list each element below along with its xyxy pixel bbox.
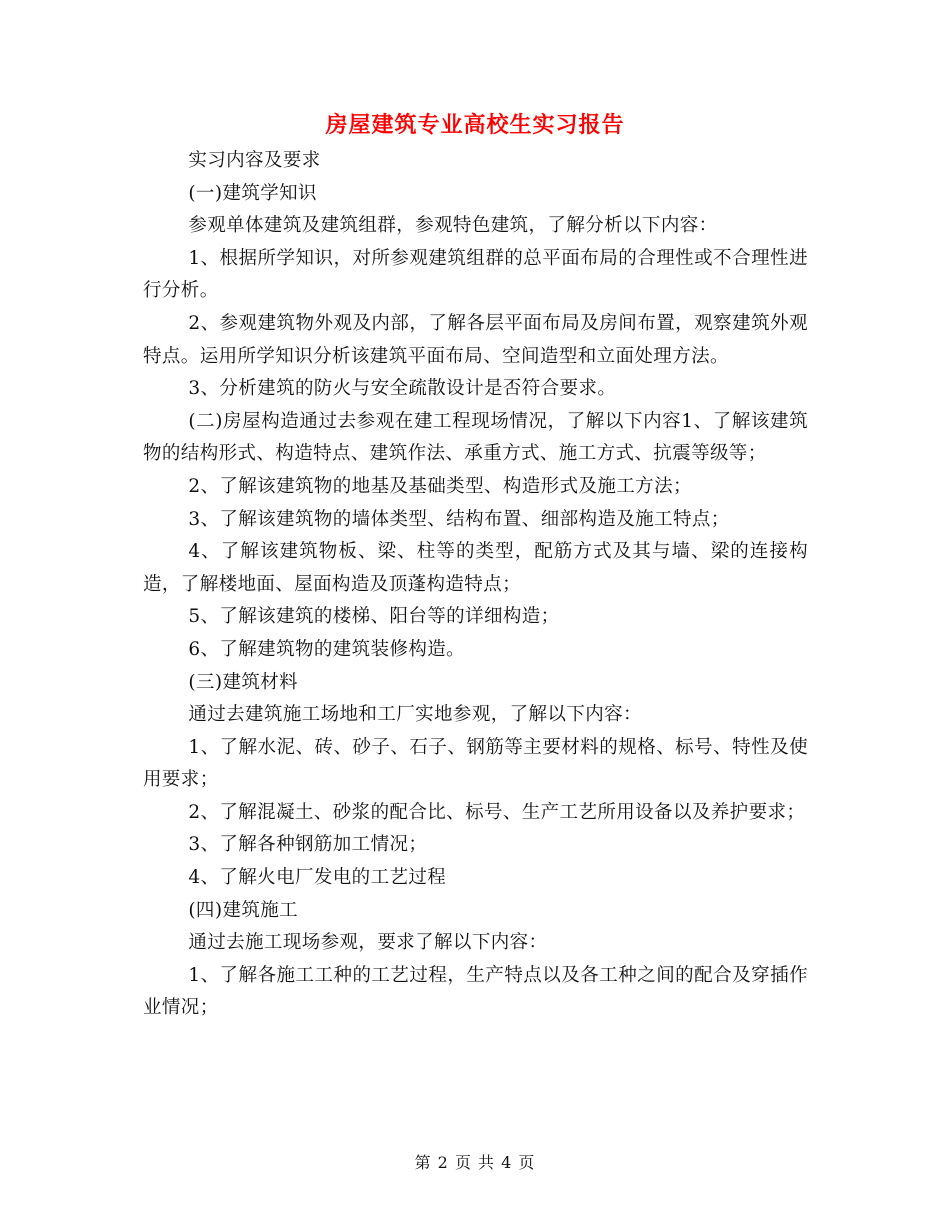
list-item: 2、了解混凝土、砂浆的配合比、标号、生产工艺所用设备以及养护要求； <box>188 801 806 823</box>
section-heading: (一)建筑学知识 <box>188 182 317 204</box>
list-item: 1、根据所学知识，对所参观建筑组群的总平面布局的合理性或不合理性进行分析。 <box>143 247 808 302</box>
list-item: 4、了解火电厂发电的工艺过程 <box>188 867 447 889</box>
page-number-footer: 第 2 页 共 4 页 <box>414 1153 536 1172</box>
list-item: 3、了解该建筑物的墙体类型、结构布置、细部构造及施工特点； <box>188 508 730 530</box>
paragraph: 通过去建筑施工场地和工厂实地参观，了解以下内容： <box>188 704 642 726</box>
list-item: 4、了解该建筑物板、梁、柱等的类型，配筋方式及其与墙、梁的连接构造，了解楼地面、屋面构造及顶蓬构造特点； <box>143 541 808 595</box>
list-item: 5、了解该建筑的楼梯、阳台等的详细构造； <box>188 606 560 628</box>
list-item: 2、了解该建筑物的地基及基础类型、构造形式及施工方法； <box>188 475 692 497</box>
document-body <box>143 145 808 1025</box>
list-item: 3、了解各种钢筋加工情况； <box>188 834 428 856</box>
list-item: 3、分析建筑的防火与安全疏散设计是否符合要求。 <box>188 378 617 400</box>
paragraph: 参观单体建筑及建筑组群，参观特色建筑，了解分析以下内容： <box>188 215 718 237</box>
list-item: 6、了解建筑物的建筑装修构造。 <box>188 638 466 660</box>
paragraph: 通过去施工现场参观，要求了解以下内容： <box>188 932 548 954</box>
paragraph: 实习内容及要求 <box>188 150 321 171</box>
list-item: 2、参观建筑物外观及内部，了解各层平面布局及房间布置，观察建筑外观特点。运用所学知识分析该建筑平面布局、空间造型和立面处理方法。 <box>143 312 808 367</box>
list-item: 1、了解水泥、砖、砂子、石子、钢筋等主要材料的规格、标号、特性及使用要求； <box>143 736 808 791</box>
section-heading: (二)房屋构造通过去参观在建工程现场情况，了解以下内容1、了解该建筑物的结构形式、构造特点、建筑作法、承重方式、施工方式、抗震等级等； <box>143 410 808 465</box>
section-heading: (四)建筑施工 <box>188 899 299 921</box>
document-title: 房屋建筑专业高校生实习报告 <box>325 113 625 138</box>
section-heading: (三)建筑材料 <box>188 671 299 693</box>
list-item: 1、了解各施工工种的工艺过程，生产特点以及各工种之间的配合及穿插作业情况； <box>143 964 808 1019</box>
